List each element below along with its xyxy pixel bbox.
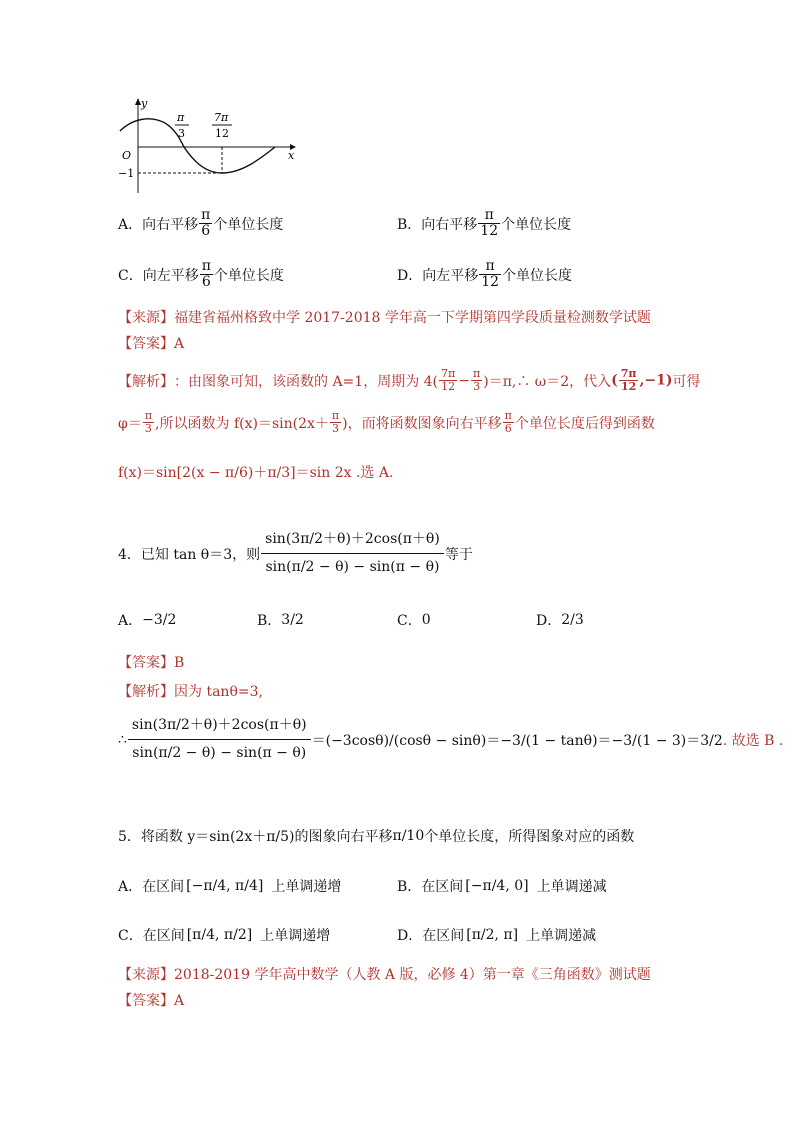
q3-analysis-line2: φ＝ $\frac{\pi}{3}$ ,所以函数为 f(x)＝sin(2x＋ $\frac{\pi}{3}$ )，而将函数图象向右平移 $\frac{\pi}{6}$ 个单位长度后得到函数	[118, 409, 655, 436]
q4-option-a: A． −3/2	[118, 612, 177, 629]
q3-option-a: A．向右平移 $\frac{\pi}{6}$ 个单位长度	[118, 207, 284, 240]
q5-answer: 【答案】A	[118, 993, 185, 1009]
q3-option-b: B．向右平移 $\frac{\pi}{12}$ 个单位长度	[397, 207, 572, 240]
q3-answer: 【答案】A	[118, 336, 185, 352]
q4-expression: $\frac{\sin(3\pi/2+\theta)+2\cos(\pi+\theta)}{\sin(\pi/2 - \theta) - \sin(\pi - \theta)}$	[261, 526, 444, 582]
tick2-num: 7π	[214, 111, 229, 124]
q5-stem: 5．将函数 y＝sin(2x＋π/5) 的图象向右平移 π/10 个单位长度，所得图象对应的函数	[118, 828, 635, 845]
q4-analysis-chain: ∴ $\frac{\sin(3\pi/2+\theta)+2\cos(\pi+\theta)}{\sin(\pi/2 - \theta) - \sin(\pi - \theta)}$ ＝(−3cosθ)/(cosθ − sinθ)＝−3/(1 − tanθ)＝−3/(1 − 3)＝3/2 . 故选 B .	[118, 712, 783, 768]
q3-analysis-line3: f(x)＝sin[2(x − π/6)＋π/3]＝sin 2x .选 A.	[118, 465, 394, 481]
tick1-den: 3	[178, 127, 185, 140]
sine-graph	[110, 95, 310, 195]
q3-source: 【来源】福建省福州格致中学 2017-2018 学年高一下学期第四学段质量检测数学试题	[118, 310, 651, 326]
minus-one-label: −1	[118, 167, 135, 180]
q3-option-d: D．向左平移 $\frac{\pi}{12}$ 个单位长度	[397, 258, 573, 291]
q5-option-c: C．在区间 [π/4, π/2] 上单调递增	[118, 927, 331, 944]
q3-analysis-line1: 【解析】 ：由图象可知，该函数的 A=1，周期为 4( $\frac{7\pi}{12}$ − $\frac{\pi}{3}$ )＝π,∴ ω＝2，代入 ( $\frac{7\pi}{12}$ ,−1) 可得	[118, 367, 701, 394]
q4-option-b: B． 3/2	[257, 612, 304, 629]
q4-answer: 【答案】B	[118, 655, 185, 671]
q5-option-b: B．在区间 [−π/4, 0] 上单调递减	[397, 878, 607, 895]
q4-stem: 4．已知 tan θ＝3，则 $\frac{\sin(3\pi/2+\theta)+2\cos(\pi+\theta)}{\sin(\pi/2 - \theta) - \sin(\pi - \theta)}$ 等于	[118, 526, 473, 582]
q4-analysis-intro: 【解析】因为 tanθ=3,	[118, 684, 263, 700]
q4-option-c: C． 0	[397, 612, 431, 629]
sine-curve	[120, 119, 275, 173]
y-label: y	[141, 97, 148, 110]
tick2-den: 12	[215, 127, 229, 140]
q3-option-c: C．向左平移 $\frac{\pi}{6}$ 个单位长度	[118, 258, 284, 291]
q5-source: 【来源】2018-2019 学年高中数学（人教 A 版，必修 4）第一章《三角函数》测试题	[118, 967, 651, 983]
q5-option-a: A．在区间 [−π/4, π/4] 上单调递增	[118, 878, 342, 895]
x-label: x	[288, 149, 295, 162]
origin-label: O	[122, 149, 132, 162]
tick1-num: π	[177, 111, 185, 124]
q5-option-d: D．在区间 [π/2, π] 上单调递减	[397, 927, 597, 944]
q4-option-d: D． 2/3	[536, 612, 584, 629]
